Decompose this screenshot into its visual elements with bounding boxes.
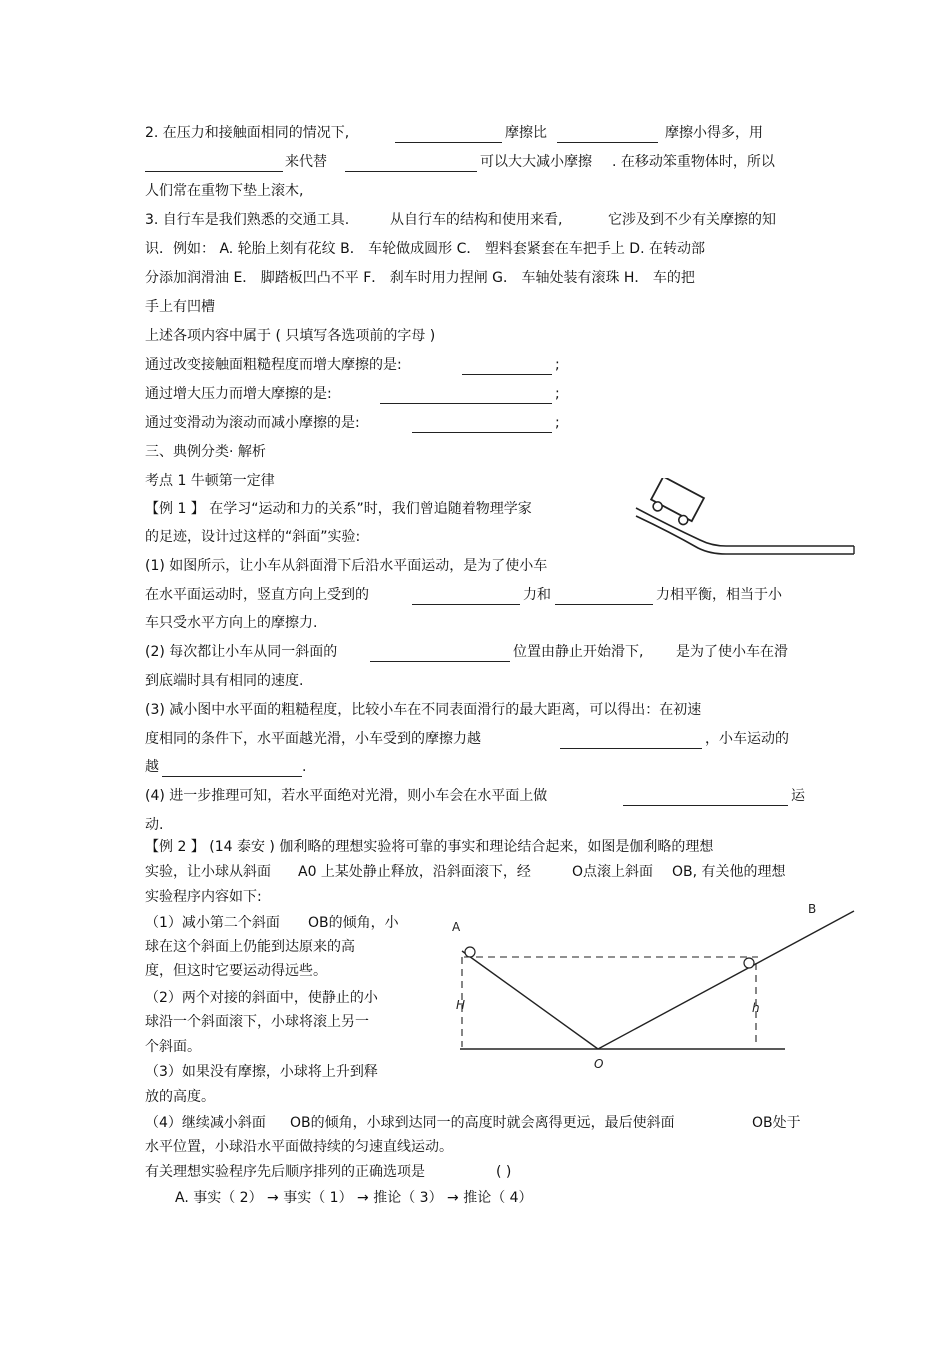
option-a: A. 事实（ 2） → 事实（ 1） → 推论（ 3） → 推论（ 4） [175,1190,533,1206]
blank-line [555,604,653,605]
ex1-line2: 的足迹，设计过这样的“斜面”实验: [145,529,361,545]
ramp-upper-edge [636,508,854,546]
ex1-line6-a: (2) 每次都让小车从同一斜面的 [145,644,338,660]
ex1-line10-b: . [302,759,307,775]
q2-line1-b: 摩擦比 [505,125,547,141]
ex1-line7: 到底端时具有相同的速度. [145,673,304,689]
ex1-line9-b: ，小车运动的 [705,731,789,747]
ex1-line1: 【例 1 】 在学习“运动和力的关系”时，我们曾追随着物理学家 [145,501,532,517]
blank-line [560,748,702,749]
ex2-p1-a: （1）减小第二个斜面 [145,915,280,931]
semicolon: ; [555,415,560,431]
ex1-line3: (1) 如图所示，让小车从斜面滑下后沿水平面运动，是为了使小车 [145,558,548,574]
q3-line2: 识．例如： A. 轮胎上刻有花纹 B． 车轮做成圆形 C． 塑料套紧套在车把手上 D. 在转动部 [145,241,705,257]
ex1-line5: 车只受水平方向上的摩擦力. [145,615,318,631]
blank-line [370,661,510,662]
ex2-p1-b: OB的倾角，小 [308,915,399,931]
ex2-line2-d: OB, 有关他的理想 [672,864,786,880]
ex1-line11-b: 运 [791,788,805,804]
q2-line2-a: 来代替 [285,154,327,170]
ball-start [465,947,475,957]
ex1-line4-b: 力和 [523,587,551,603]
ex1-line6-c: 是为了使小车在滑 [676,644,788,660]
slope-ao [462,951,598,1049]
q2-line1-a: 2. 在压力和接触面相同的情况下, [145,125,350,141]
ex1-line12: 动. [145,817,164,833]
blank-line [145,171,283,172]
ex2-p4-c: OB处于 [752,1115,801,1131]
blank-line [462,374,552,375]
blank-line [395,142,502,143]
q3-row-roughness: 通过改变接触面粗糙程度而增大摩擦的是: [145,357,402,373]
ex2-line2-a: 实验，让小球从斜面 [145,864,271,880]
ex2-line1: 【例 2 】 (14 泰安 ) 伽利略的理想实验将可靠的事实和理论结合起来，如图是伽利略的理想 [145,839,714,855]
answer-paren: ( ) [496,1164,512,1180]
q3-line1-a: 3. 自行车是我们熟悉的交通工具. [145,212,350,228]
q2-line2-c: . 在移动笨重物体时，所以 [612,154,775,170]
ball-end [744,958,754,968]
label-B: B [808,902,817,916]
ex1-line8: (3) 减小图中水平面的粗糙程度，比较小车在不同表面滑行的最大距离，可以得出：在初速 [145,702,702,718]
section-heading: 三、典例分类· 解析 [145,444,266,460]
semicolon: ; [555,386,560,402]
ex2-line2-c: O点滚上斜面 [572,864,654,880]
ex2-p4-a: （4）继续减小斜面 [145,1115,266,1131]
q3-line5: 上述各项内容中属于 ( 只填写各选项前的字母 ) [145,328,436,344]
label-h: h [752,1001,760,1015]
q3-row-rolling: 通过变滑动为滚动而减小摩擦的是: [145,415,360,431]
ex1-line4-c: 力相平衡，相当于小 [656,587,782,603]
q3-line4: 手上有凹槽 [145,299,215,315]
ex2-p4-d: 水平位置，小球沿水平面做持续的匀速直线运动。 [145,1139,453,1155]
ex2-p4-b: OB的倾角，小球到达同一的高度时就会离得更远，最后使斜面 [290,1115,675,1131]
label-A: A [452,920,461,934]
q2-line2-b: 可以大大减小摩擦 [480,154,592,170]
cart [648,478,704,528]
ex1-line11-a: (4) 进一步推理可知，若水平面绝对光滑，则小车会在水平面上做 [145,788,548,804]
semicolon: ; [555,357,560,373]
kaodian-title: 考点 1 牛顿第一定律 [145,473,275,489]
q2-line3: 人们常在重物下垫上滚木, [145,183,304,199]
ex2-line3: 实验程序内容如下: [145,889,262,905]
q3-line1-c: 它涉及到不少有关摩擦的知 [608,212,776,228]
q3-line3: 分添加润滑油 E． 脚踏板凹凸不平 F． 刹车时用力捏闸 G． 车轴处装有滚珠 H． 车的把 [145,270,695,286]
blank-line [623,805,788,806]
blank-line [162,776,302,777]
ex2-p2-c: 个斜面。 [145,1039,201,1055]
q3-line1-b: 从自行车的结构和使用来看, [390,212,563,228]
q3-row-pressure: 通过增大压力而增大摩擦的是: [145,386,332,402]
ex2-line2-b: A0 上某处静止释放，沿斜面滚下，经 [298,864,531,880]
ex1-line10-a: 越 [145,759,159,775]
ex2-p2-b: 球沿一个斜面滚下，小球将滚上另一 [145,1014,369,1030]
label-O: O [594,1057,604,1071]
ex2-question: 有关理想实验程序先后顺序排列的正确选项是 [145,1164,425,1180]
ramp-lower-edge [636,516,854,554]
ex2-p2-a: （2）两个对接的斜面中，使静止的小 [145,990,378,1006]
ex2-p1-c: 球在这个斜面上仍能到达原来的高 [145,939,355,955]
cart-body [651,478,704,521]
blank-line [412,432,552,433]
blank-line [345,171,477,172]
q2-line1-c: 摩擦小得多，用 [665,125,763,141]
blank-line [557,142,658,143]
ex2-p3-a: （3）如果没有摩擦，小球将上升到释 [145,1064,378,1080]
ex1-line4-a: 在水平面运动时，竖直方向上受到的 [145,587,369,603]
galileo-ramp-figure [440,895,860,1075]
blank-line [412,604,520,605]
ex2-p1-d: 度，但这时它要运动得远些。 [145,963,327,979]
ramp-cart-figure [630,478,860,558]
label-H: H [456,998,466,1012]
slope-ob [598,911,854,1049]
blank-line [380,403,552,404]
ex1-line9-a: 度相同的条件下，水平面越光滑，小车受到的摩擦力越 [145,731,481,747]
ex1-line6-b: 位置由静止开始滑下, [513,644,644,660]
ex2-p3-b: 放的高度。 [145,1089,215,1105]
